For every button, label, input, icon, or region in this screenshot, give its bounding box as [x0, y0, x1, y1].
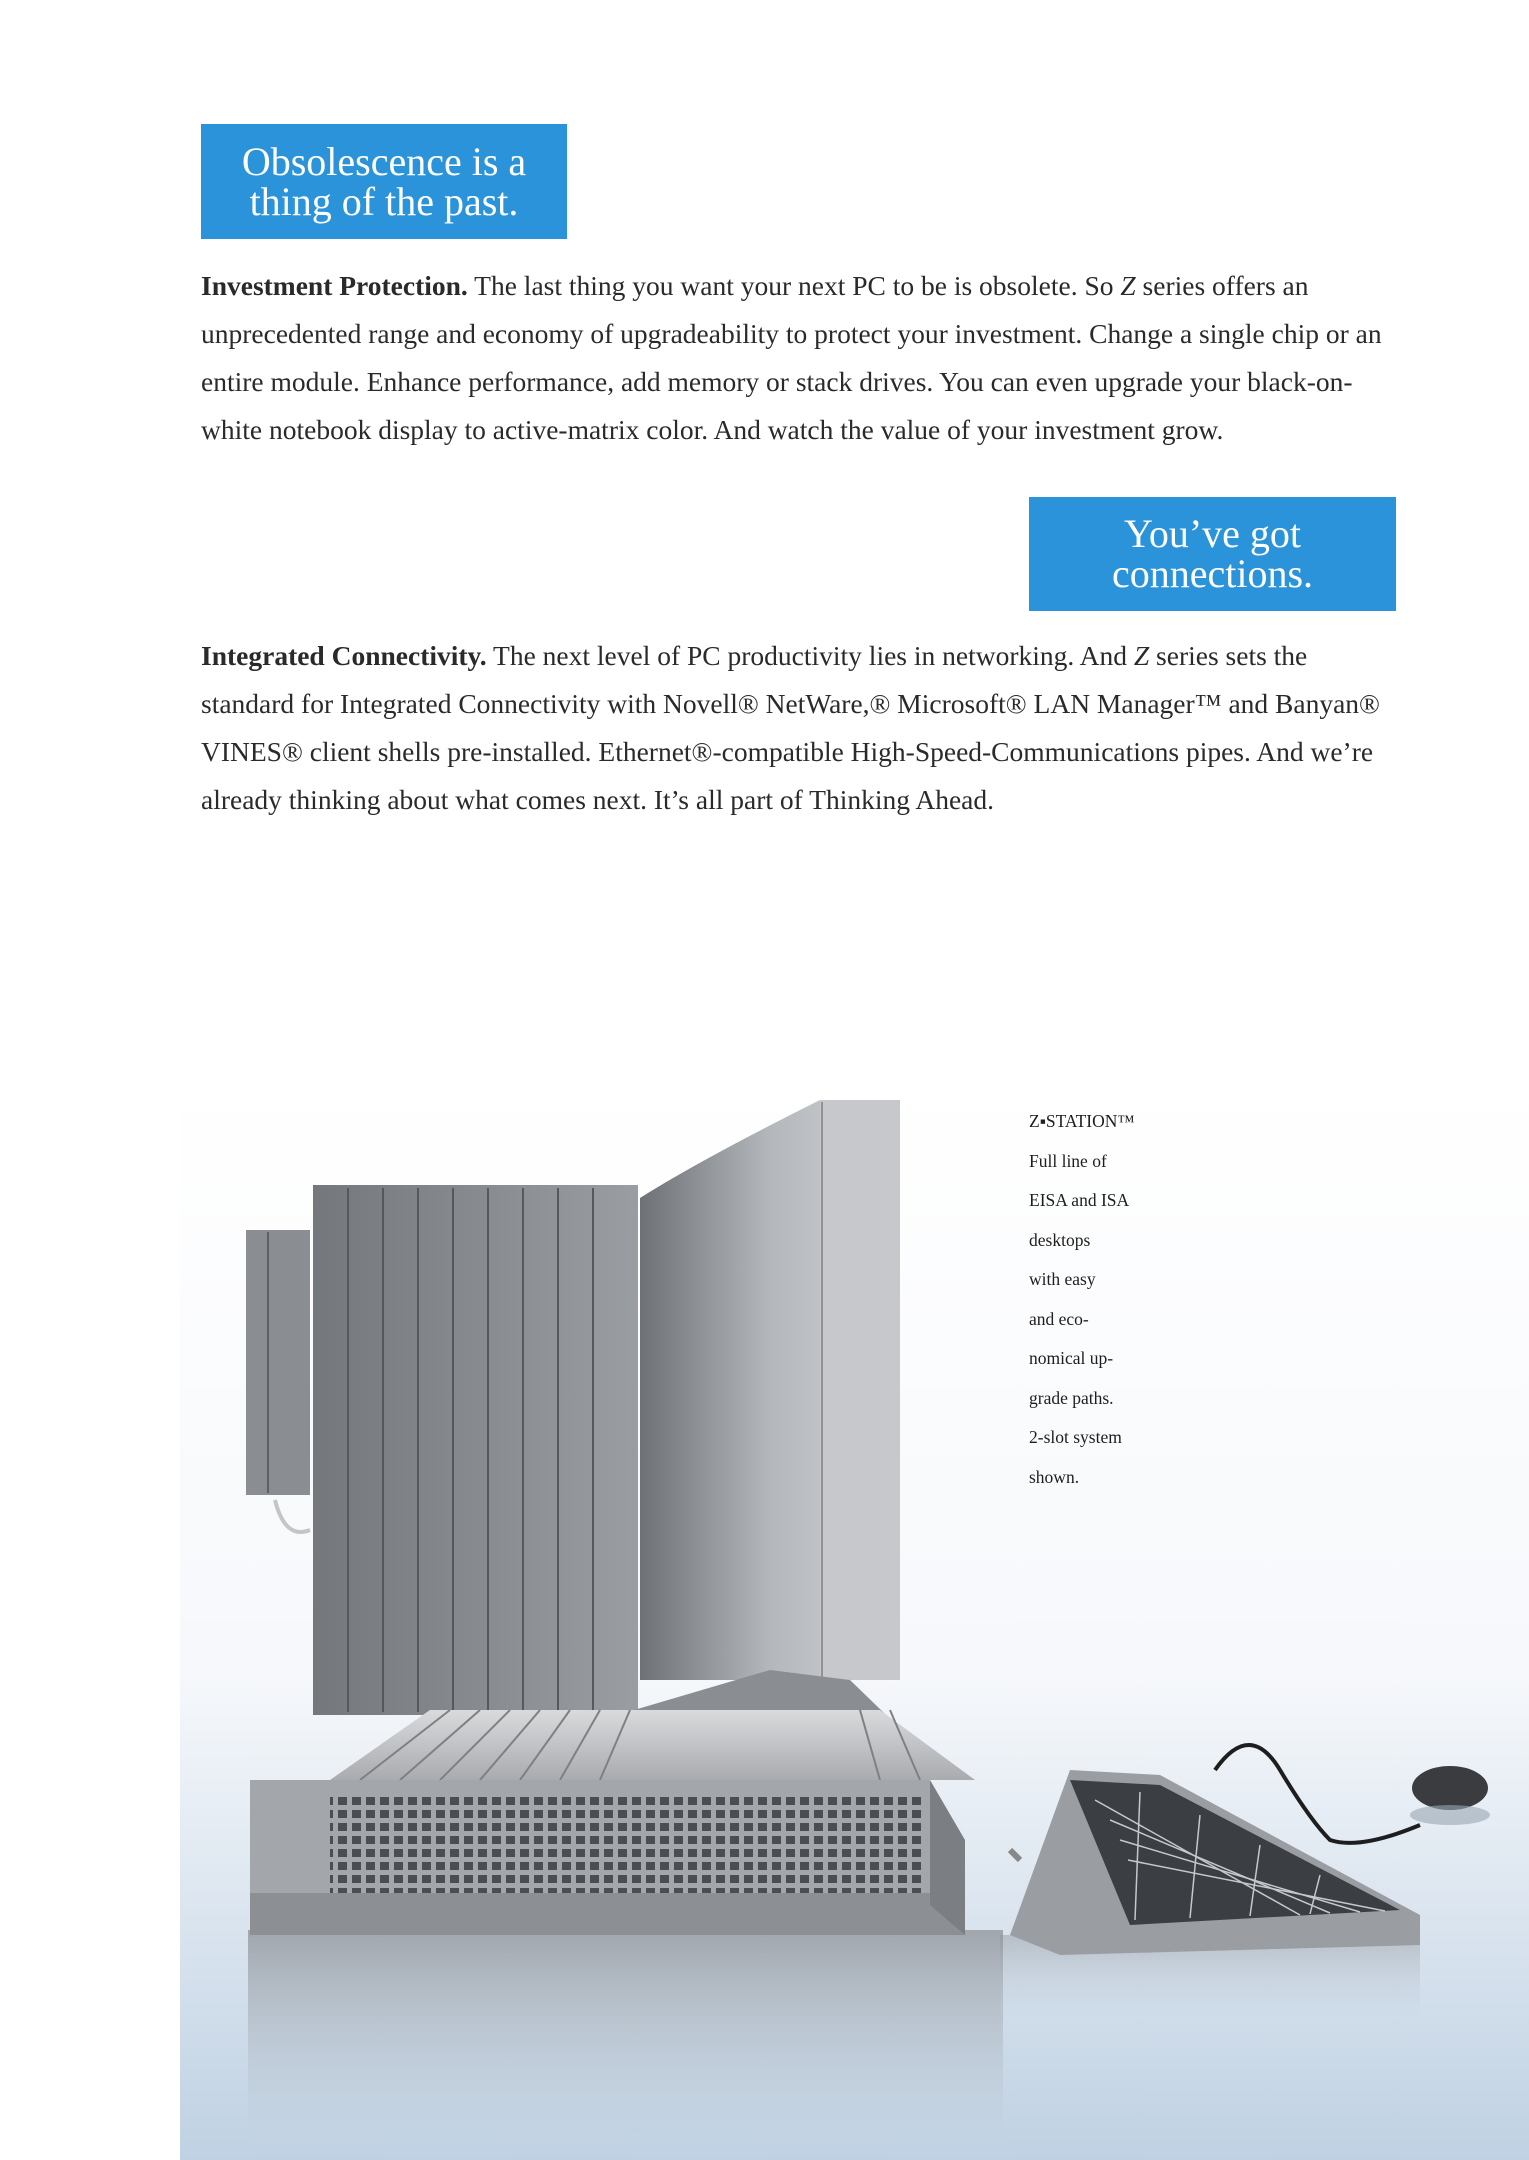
integrated-connectivity-paragraph	[201, 632, 1406, 824]
heading-obsolescence	[201, 124, 567, 239]
caption-line: nomical up-	[1029, 1348, 1114, 1368]
paragraph-text: series offers an unprecedented range and economy of upgradeability to protect your investment. Change a single chip or an entire module. Enhance performance, add memory or stack drives. You can even upgrade your black-on-white notebook display to active-matrix color. And watch the value of your investment grow.	[201, 270, 1382, 445]
caption-line: and eco-	[1029, 1308, 1089, 1329]
caption-line: desktops	[1029, 1229, 1091, 1250]
z-mark: Z	[1133, 640, 1150, 671]
paragraph-lead: Integrated Connectivity.	[201, 640, 487, 671]
z-mark: Z	[1120, 270, 1136, 301]
paragraph-lead: Investment Protection.	[201, 270, 468, 301]
caption-line: shown.	[1029, 1466, 1080, 1487]
caption-line: Full line of	[1029, 1150, 1107, 1171]
heading-line: Obsolescence is a	[241, 138, 527, 184]
investment-protection-paragraph	[201, 262, 1406, 454]
heading-line: You’ve got	[1123, 511, 1302, 556]
heading-line: connections.	[1111, 551, 1314, 596]
caption-line: EISA and ISA	[1029, 1190, 1130, 1210]
heading-line: thing of the past.	[249, 178, 519, 224]
paragraph-text: The next level of PC productivity lies in networking. And	[486, 640, 1134, 671]
product-caption	[1029, 1102, 1169, 1497]
paragraph-text: series sets the standard for Integrated Connectivity with Novell® NetWare,® Microsoft® LAN Manager™ and Banyan® VINES® client shells pre-installed. Ethernet®-compatible High-Speed-Communications pipes. And we’re already thinking about what comes next. It’s all part of Thinking Ahead.	[201, 640, 1380, 815]
heading-connections	[1029, 497, 1396, 611]
caption-line: with easy	[1029, 1269, 1096, 1289]
caption-line: Z▪STATION™	[1029, 1111, 1135, 1131]
caption-line: 2-slot system	[1029, 1427, 1122, 1447]
zstation-photo	[0, 1080, 1529, 2160]
paragraph-text: The last thing you want your next PC to be is obsolete. So	[467, 270, 1121, 301]
caption-line: grade paths.	[1029, 1387, 1114, 1408]
